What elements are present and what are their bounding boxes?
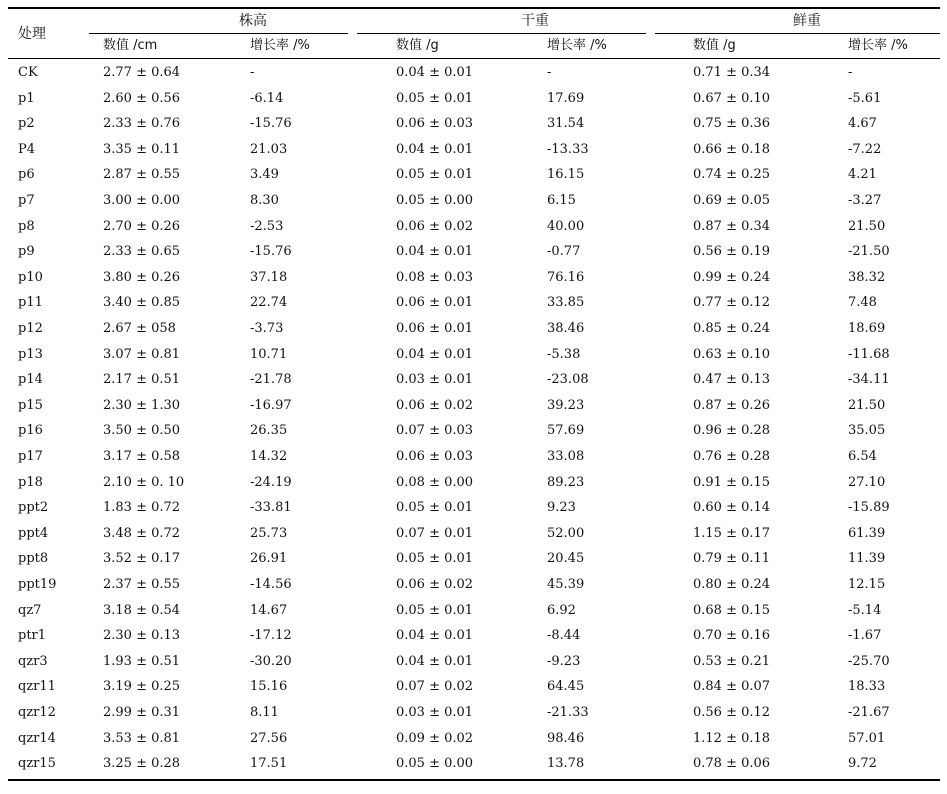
table-row (0, 756, 947, 782)
cell-fresh-growth: 4.67 (848, 116, 877, 132)
cell-dry-growth: 31.54 (547, 116, 585, 132)
cell-fresh-growth: -7.22 (848, 141, 882, 157)
cell-dry-growth: -5.38 (547, 346, 581, 362)
cell-height-value: 1.83 ± 0.72 (103, 500, 181, 516)
cell-dry-growth: 39.23 (547, 397, 585, 413)
cell-fresh-growth: - (848, 65, 853, 80)
cell-fresh-value: 0.77 ± 0.12 (693, 295, 771, 311)
cell-dry-growth: -21.33 (547, 705, 589, 720)
cell-height-value: 2.87 ± 0.55 (103, 167, 181, 183)
cell-dry-value: 0.06 ± 0.01 (396, 295, 474, 311)
header-rule (8, 58, 940, 59)
cell-fresh-value: 0.79 ± 0.11 (693, 551, 771, 567)
cell-dry-growth: 40.00 (547, 218, 585, 234)
cell-treatment: p10 (18, 269, 43, 285)
table-row (0, 577, 947, 603)
cell-treatment: qzr14 (18, 730, 56, 746)
cell-height-value: 3.48 ± 0.72 (103, 525, 181, 541)
cell-height-growth: -24.19 (250, 474, 292, 490)
table-row (0, 628, 947, 654)
table-row (0, 551, 947, 577)
cell-height-growth: 22.74 (250, 295, 288, 311)
cell-height-growth: 8.30 (250, 193, 279, 208)
cell-height-growth: -17.12 (250, 628, 292, 644)
cell-fresh-value: 1.15 ± 0.17 (693, 525, 771, 541)
cell-height-value: 3.50 ± 0.50 (103, 423, 181, 439)
cell-treatment: p1 (18, 90, 35, 106)
cell-height-growth: 21.03 (250, 141, 288, 157)
cell-dry-growth: 33.85 (547, 295, 585, 311)
cell-dry-value: 0.05 ± 0.00 (396, 756, 474, 772)
cell-height-value: 3.40 ± 0.85 (103, 295, 181, 311)
cell-fresh-value: 0.84 ± 0.07 (693, 679, 771, 695)
cell-dry-value: 0.08 ± 0.03 (396, 269, 474, 285)
cell-height-value: 2.33 ± 0.76 (103, 116, 181, 132)
cell-dry-value: 0.03 ± 0.01 (396, 705, 474, 720)
cell-fresh-growth: -5.14 (848, 602, 882, 618)
table-row (0, 193, 947, 219)
table-row (0, 91, 947, 117)
cell-fresh-growth: 21.50 (848, 218, 886, 234)
cell-dry-value: 0.03 ± 0.01 (396, 372, 474, 388)
header-sub-fresh-value: 数值 /g (693, 38, 736, 53)
cell-height-value: 2.77 ± 0.64 (103, 65, 181, 80)
cell-dry-growth: 76.16 (547, 269, 585, 285)
cell-height-value: 2.17 ± 0.51 (103, 372, 181, 388)
cell-height-value: 3.80 ± 0.26 (103, 269, 181, 285)
cell-treatment: qzr3 (18, 653, 48, 669)
cell-height-value: 2.60 ± 0.56 (103, 90, 181, 106)
cell-treatment: p14 (18, 372, 43, 388)
cell-fresh-growth: 38.32 (848, 269, 886, 285)
cell-dry-value: 0.05 ± 0.01 (396, 167, 474, 183)
cell-height-growth: - (250, 65, 255, 80)
cell-fresh-value: 0.70 ± 0.16 (693, 628, 771, 644)
table-row (0, 65, 947, 91)
cell-fresh-value: 0.60 ± 0.14 (693, 500, 771, 516)
cell-dry-value: 0.05 ± 0.00 (396, 193, 474, 208)
cell-treatment: p2 (18, 116, 35, 132)
cell-fresh-value: 0.56 ± 0.19 (693, 244, 771, 260)
cell-height-growth: -16.97 (250, 397, 292, 413)
cell-dry-growth: 9.23 (547, 500, 576, 516)
cell-dry-value: 0.04 ± 0.01 (396, 65, 474, 80)
cell-treatment: p16 (18, 423, 43, 439)
cell-fresh-growth: 4.21 (848, 167, 877, 183)
cell-treatment: p9 (18, 244, 35, 260)
cell-height-value: 2.99 ± 0.31 (103, 705, 181, 720)
cell-fresh-value: 0.91 ± 0.15 (693, 474, 771, 490)
cell-fresh-value: 0.71 ± 0.34 (693, 65, 771, 80)
cell-dry-value: 0.04 ± 0.01 (396, 244, 474, 260)
cell-height-value: 3.19 ± 0.25 (103, 679, 181, 695)
cell-dry-value: 0.05 ± 0.01 (396, 602, 474, 618)
cell-fresh-growth: 12.15 (848, 577, 886, 592)
cell-dry-growth: 45.39 (547, 577, 585, 592)
cell-treatment: CK (18, 65, 38, 80)
cell-fresh-value: 0.75 ± 0.36 (693, 116, 771, 132)
table-row (0, 142, 947, 168)
cell-height-growth: 8.11 (250, 705, 279, 720)
cell-fresh-value: 0.69 ± 0.05 (693, 193, 771, 208)
cell-treatment: p13 (18, 346, 43, 362)
cell-treatment: qz7 (18, 602, 42, 618)
cell-height-growth: 27.56 (250, 730, 288, 746)
cell-dry-value: 0.06 ± 0.02 (396, 397, 474, 413)
cell-fresh-value: 0.76 ± 0.28 (693, 449, 771, 464)
cell-dry-value: 0.07 ± 0.01 (396, 525, 474, 541)
table-row (0, 321, 947, 347)
cell-dry-value: 0.04 ± 0.01 (396, 628, 474, 644)
cell-dry-growth: 98.46 (547, 730, 585, 746)
cell-fresh-value: 0.74 ± 0.25 (693, 167, 771, 183)
cell-dry-value: 0.06 ± 0.03 (396, 449, 474, 464)
cell-height-growth: -3.73 (250, 321, 284, 336)
cell-dry-growth: 52.00 (547, 525, 585, 541)
cell-treatment: p8 (18, 218, 35, 234)
cell-treatment: P4 (18, 141, 36, 157)
cell-treatment: p7 (18, 193, 35, 208)
group-rule-fresh-weight (655, 33, 940, 34)
cell-fresh-growth: 9.72 (848, 756, 877, 772)
cell-treatment: p6 (18, 167, 35, 183)
cell-fresh-growth: 21.50 (848, 397, 886, 413)
cell-fresh-value: 0.66 ± 0.18 (693, 141, 771, 157)
cell-fresh-growth: 27.10 (848, 474, 886, 490)
cell-height-value: 3.07 ± 0.81 (103, 346, 181, 362)
cell-height-value: 1.93 ± 0.51 (103, 653, 181, 669)
table-row (0, 347, 947, 373)
cell-dry-value: 0.05 ± 0.01 (396, 90, 474, 106)
header-sub-height-value: 数值 /cm (103, 38, 158, 53)
cell-height-value: 2.10 ± 0. 10 (103, 474, 185, 490)
cell-fresh-growth: 18.33 (848, 679, 886, 695)
cell-fresh-growth: 18.69 (848, 321, 886, 336)
cell-fresh-value: 0.96 ± 0.28 (693, 423, 771, 439)
table-row (0, 398, 947, 424)
cell-dry-value: 0.05 ± 0.01 (396, 500, 474, 516)
cell-fresh-growth: -11.68 (848, 346, 890, 362)
table-row (0, 731, 947, 757)
cell-fresh-growth: -1.67 (848, 628, 882, 644)
cell-treatment: qzr15 (18, 756, 56, 772)
cell-height-growth: -6.14 (250, 90, 284, 106)
cell-dry-growth: 33.08 (547, 449, 585, 464)
cell-fresh-growth: -25.70 (848, 653, 890, 669)
cell-height-value: 3.25 ± 0.28 (103, 756, 181, 772)
cell-height-growth: 3.49 (250, 167, 279, 183)
cell-treatment: ppt4 (18, 525, 49, 541)
cell-dry-growth: -0.77 (547, 244, 581, 260)
table-row (0, 167, 947, 193)
cell-dry-value: 0.04 ± 0.01 (396, 141, 474, 157)
cell-height-growth: 37.18 (250, 269, 288, 285)
cell-fresh-value: 0.80 ± 0.24 (693, 577, 771, 592)
cell-height-growth: 26.91 (250, 551, 288, 567)
cell-treatment: p12 (18, 321, 43, 336)
cell-height-value: 3.00 ± 0.00 (103, 193, 181, 208)
group-rule-plant-height (89, 33, 348, 34)
cell-fresh-value: 0.53 ± 0.21 (693, 653, 771, 669)
cell-height-growth: 14.32 (250, 449, 288, 464)
table-row (0, 449, 947, 475)
cell-dry-growth: 17.69 (547, 90, 585, 106)
cell-dry-value: 0.06 ± 0.02 (396, 577, 474, 592)
cell-fresh-growth: 6.54 (848, 449, 877, 464)
header-group-fresh-weight: 鲜重 (793, 13, 821, 29)
table-row (0, 475, 947, 501)
cell-height-growth: 26.35 (250, 423, 288, 439)
cell-height-value: 2.37 ± 0.55 (103, 577, 181, 592)
cell-dry-growth: 6.15 (547, 193, 576, 208)
cell-fresh-growth: -5.61 (848, 90, 882, 106)
cell-dry-growth: 13.78 (547, 756, 585, 772)
cell-fresh-growth: 35.05 (848, 423, 886, 439)
cell-dry-growth: 16.15 (547, 167, 585, 183)
cell-height-growth: -15.76 (250, 116, 292, 132)
cell-fresh-value: 0.56 ± 0.12 (693, 705, 771, 720)
header-group-plant-height: 株高 (239, 13, 267, 29)
table-row (0, 219, 947, 245)
cell-height-growth: -33.81 (250, 500, 292, 516)
cell-dry-growth: 89.23 (547, 474, 585, 490)
group-rule-dry-weight (357, 33, 646, 34)
cell-fresh-growth: 7.48 (848, 295, 877, 311)
cell-height-value: 2.33 ± 0.65 (103, 244, 181, 260)
cell-fresh-value: 1.12 ± 0.18 (693, 730, 771, 746)
table-row (0, 295, 947, 321)
cell-dry-growth: -23.08 (547, 372, 589, 388)
table-row (0, 705, 947, 731)
cell-dry-growth: -9.23 (547, 653, 581, 669)
cell-height-value: 2.30 ± 0.13 (103, 628, 181, 644)
cell-fresh-growth: 57.01 (848, 730, 886, 746)
cell-height-value: 3.35 ± 0.11 (103, 141, 181, 157)
cell-height-growth: 15.16 (250, 679, 288, 695)
cell-fresh-growth: 61.39 (848, 525, 886, 541)
cell-treatment: p18 (18, 474, 43, 490)
cell-dry-value: 0.07 ± 0.03 (396, 423, 474, 439)
cell-fresh-value: 0.68 ± 0.15 (693, 602, 771, 618)
table-row (0, 372, 947, 398)
cell-dry-value: 0.08 ± 0.00 (396, 474, 474, 490)
cell-height-value: 3.52 ± 0.17 (103, 551, 181, 567)
cell-height-growth: 10.71 (250, 346, 288, 362)
cell-height-growth: -21.78 (250, 372, 292, 388)
cell-dry-value: 0.07 ± 0.02 (396, 679, 474, 695)
cell-fresh-growth: -21.50 (848, 244, 890, 260)
cell-dry-growth: 57.69 (547, 423, 585, 439)
table-row (0, 654, 947, 680)
cell-fresh-value: 0.99 ± 0.24 (693, 269, 771, 285)
cell-dry-growth: 38.46 (547, 321, 585, 336)
cell-fresh-value: 0.87 ± 0.34 (693, 218, 771, 234)
table-row (0, 244, 947, 270)
header-sub-fresh-growth: 增长率 /% (848, 38, 908, 53)
cell-height-growth: -14.56 (250, 577, 292, 592)
cell-fresh-growth: -3.27 (848, 193, 882, 208)
table-row (0, 679, 947, 705)
cell-fresh-growth: -34.11 (848, 372, 890, 388)
cell-fresh-growth: -21.67 (848, 705, 890, 720)
cell-height-growth: -30.20 (250, 653, 292, 669)
cell-fresh-value: 0.63 ± 0.10 (693, 346, 771, 362)
cell-fresh-value: 0.47 ± 0.13 (693, 372, 771, 388)
cell-dry-growth: 20.45 (547, 551, 585, 567)
header-sub-dry-value: 数值 /g (396, 38, 439, 53)
cell-fresh-growth: -15.89 (848, 500, 890, 516)
header-sub-dry-growth: 增长率 /% (547, 38, 607, 53)
cell-dry-value: 0.06 ± 0.01 (396, 321, 474, 336)
cell-dry-growth: -13.33 (547, 141, 589, 157)
cell-height-value: 3.53 ± 0.81 (103, 730, 181, 746)
header-sub-height-growth: 增长率 /% (250, 38, 310, 53)
cell-height-growth: -15.76 (250, 244, 292, 260)
cell-height-growth: -2.53 (250, 218, 284, 234)
cell-height-value: 2.67 ± 058 (103, 321, 176, 336)
header-treatment: 处理 (18, 26, 46, 42)
cell-treatment: p15 (18, 397, 43, 413)
cell-dry-growth: - (547, 65, 552, 80)
cell-treatment: p17 (18, 449, 43, 464)
table-row (0, 116, 947, 142)
cell-treatment: qzr12 (18, 705, 56, 720)
cell-treatment: p11 (18, 295, 43, 311)
table-row (0, 423, 947, 449)
cell-fresh-growth: 11.39 (848, 551, 886, 567)
cell-height-value: 2.70 ± 0.26 (103, 218, 181, 234)
cell-dry-growth: 6.92 (547, 602, 576, 618)
top-rule (8, 7, 940, 9)
header-group-dry-weight: 干重 (521, 13, 549, 29)
cell-dry-value: 0.06 ± 0.03 (396, 116, 474, 132)
cell-treatment: ppt19 (18, 577, 57, 592)
cell-height-value: 3.18 ± 0.54 (103, 602, 181, 618)
cell-fresh-value: 0.87 ± 0.26 (693, 397, 771, 413)
cell-height-value: 2.30 ± 1.30 (103, 397, 181, 413)
cell-dry-value: 0.04 ± 0.01 (396, 653, 474, 669)
cell-height-growth: 14.67 (250, 602, 288, 618)
cell-fresh-value: 0.78 ± 0.06 (693, 756, 771, 772)
table-row (0, 270, 947, 296)
cell-dry-value: 0.05 ± 0.01 (396, 551, 474, 567)
cell-treatment: ppt8 (18, 551, 49, 567)
cell-height-value: 3.17 ± 0.58 (103, 449, 181, 464)
cell-dry-value: 0.04 ± 0.01 (396, 346, 474, 362)
table-row (0, 526, 947, 552)
cell-dry-value: 0.09 ± 0.02 (396, 730, 474, 746)
cell-dry-value: 0.06 ± 0.02 (396, 218, 474, 234)
cell-treatment: ppt2 (18, 500, 49, 516)
table-row (0, 603, 947, 629)
cell-dry-growth: 64.45 (547, 679, 585, 695)
cell-fresh-value: 0.67 ± 0.10 (693, 90, 771, 106)
cell-dry-growth: -8.44 (547, 628, 581, 644)
cell-height-growth: 17.51 (250, 756, 288, 772)
cell-treatment: ptr1 (18, 628, 47, 644)
cell-height-growth: 25.73 (250, 525, 288, 541)
cell-treatment: qzr11 (18, 679, 56, 695)
table-row (0, 500, 947, 526)
cell-fresh-value: 0.85 ± 0.24 (693, 321, 771, 336)
